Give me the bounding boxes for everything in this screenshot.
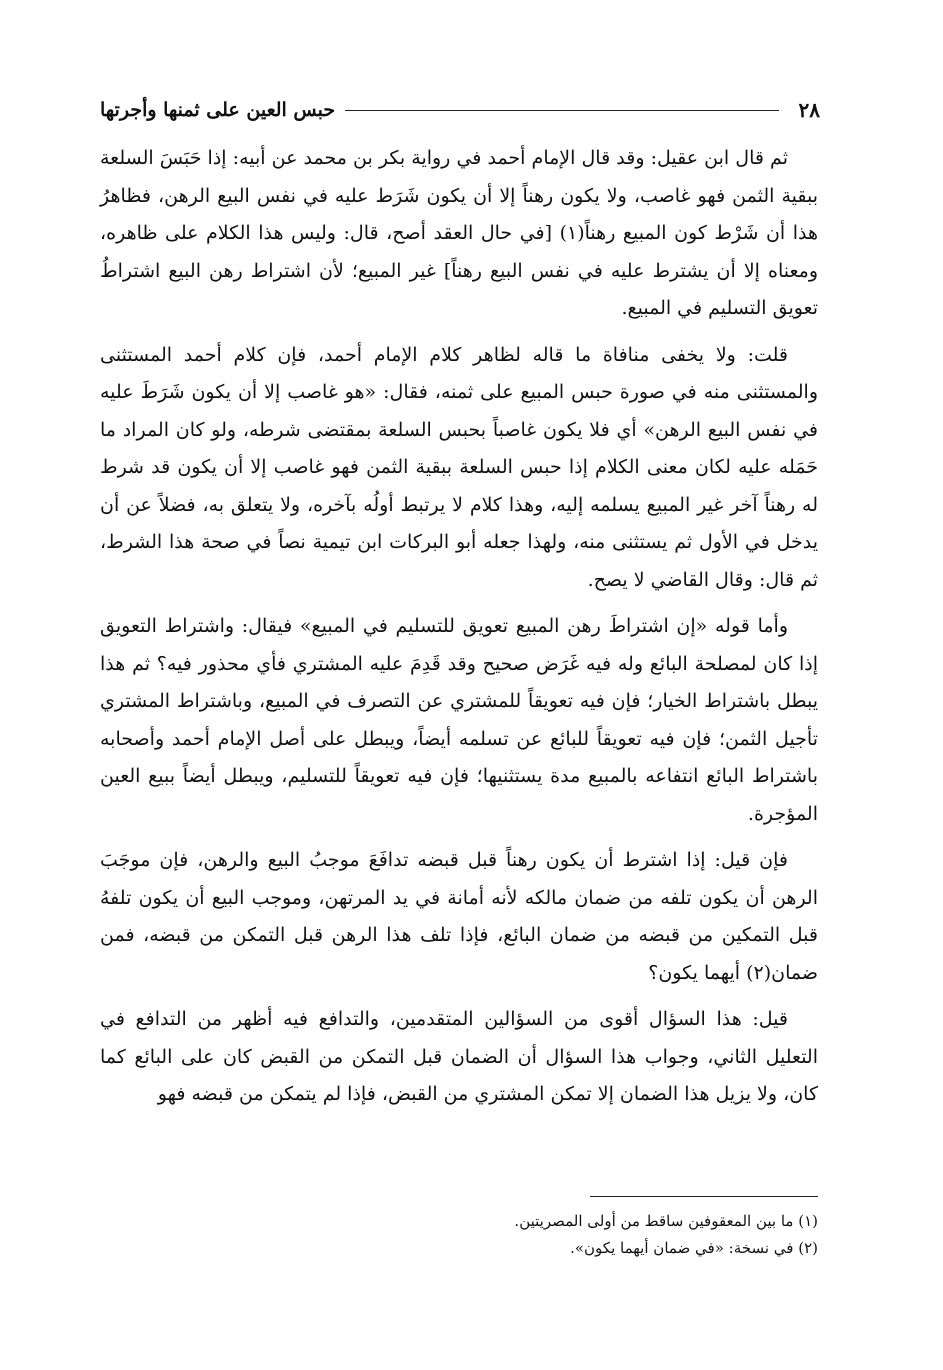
paragraph: ثم قال ابن عقيل: وقد قال الإمام أحمد في رواية بكر بن محمد عن أبيه: إذا حَبَسَ السلعة ببقية الثمن فهو غاصب، ولا يكون رهناً إلا أن يكون شَرَط عليه في نفس البيع الرهن، فظاهرُ هذا أن شَرْط كون المبيع رهناً(١) [في حال العقد أصح، قال: وليس هذا الكلام على ظاهره، ومعناه إلا أن يشترط عليه في نفس البيع رهناً] غير المبيع؛ لأن اشتراط رهن البيع اشتراطُ تعويق التسليم في المبيع. (100, 147, 818, 319)
footnote: (٢) في نسخة: «في ضمان أيهما يكون». (570, 1239, 818, 1257)
footnotes (300, 1208, 818, 1262)
paragraph: قلت: ولا يخفى منافاة ما قاله لظاهر كلام الإمام أحمد، فإن كلام أحمد المستثنى والمستثنى منه في صورة حبس المبيع على ثمنه، فقال: «هو غاصب إلا أن يكون شَرَطَ عليه في نفس البيع الرهن» أي فلا يكون غاصباً بحبس السلعة بمقتضى شرطه، ولو كان المراد ما حَمَله عليه لكان معنى الكلام إذا حبس السلعة ببقية الثمن فهو غاصب إلا أن يكون قد شرط له رهناً آخر غير المبيع يسلمه إليه، وهذا كلام لا يرتبط أولُه بآخره، ولا يتعلق به، فضلاً عن أن يدخل في الأول ثم يستثنى منه، ولهذا جعله أبو البركات ابن تيمية نصاً في صحة هذا الشرط، ثم قال: وقال القاضي لا يصح. (100, 343, 818, 591)
paragraph: وأما قوله «إن اشتراطَ رهن المبيع تعويق للتسليم في المبيع» فيقال: واشتراط التعويق إذا كان لمصلحة البائع وله فيه غَرَض صحيح وقد قَدِمَ عليه المشتري فأي محذور فيه؟ ثم هذا يبطل باشتراط الخيار؛ فإن فيه تعويقاً للمشتري عن التصرف في المبيع، وباشتراط المشتري تأجيل الثمن؛ فإن فيه تعويقاً للبائع عن تسلمه أيضاً، ويبطل على أصل الإمام أحمد وأصحابه باشتراط البائع انتفاعه بالمبيع مدة يستثنيها؛ فإن فيه تعويقاً للتسليم، ويبطل أيضاً ببيع العين المؤجرة. (100, 615, 818, 825)
page-number: ٢٨ (798, 98, 820, 122)
footnote-divider (590, 1196, 818, 1197)
header-rule (345, 110, 778, 111)
paragraph: قيل: هذا السؤال أقوى من السؤالين المتقدمين، والتدافع فيه أظهر من التدافع في التعليل الثاني، وجواب هذا السؤال أن الضمان قبل التمكن من القبض كان على البائع كما كان، ولا يزيل هذا الضمان إلا تمكن المشتري من القبض، فإذا لم يتمكن من قبضه فهو (100, 1008, 818, 1105)
footnote: (١) ما بين المعقوفين ساقط من أولى المصريتين. (514, 1212, 818, 1230)
main-text (100, 140, 818, 1123)
running-title: حبس العين على ثمنها وأجرتها (100, 99, 336, 121)
paragraph: فإن قيل: إذا اشترط أن يكون رهناً قبل قبضه تدافَعَ موجبُ البيع والرهن، فإن موجَبَ الرهن أن يكون تلفه من ضمان مالكه لأنه أمانة في يد المرتهن، وموجب البيع أن يكون تلفهُ قبل التمكين من قبضه من ضمان البائع، فإذا تلف هذا الرهن قبل التمكن من قبضه، فمن ضمان(٢) أيهما يكون؟ (100, 849, 818, 984)
page-header (100, 92, 820, 128)
